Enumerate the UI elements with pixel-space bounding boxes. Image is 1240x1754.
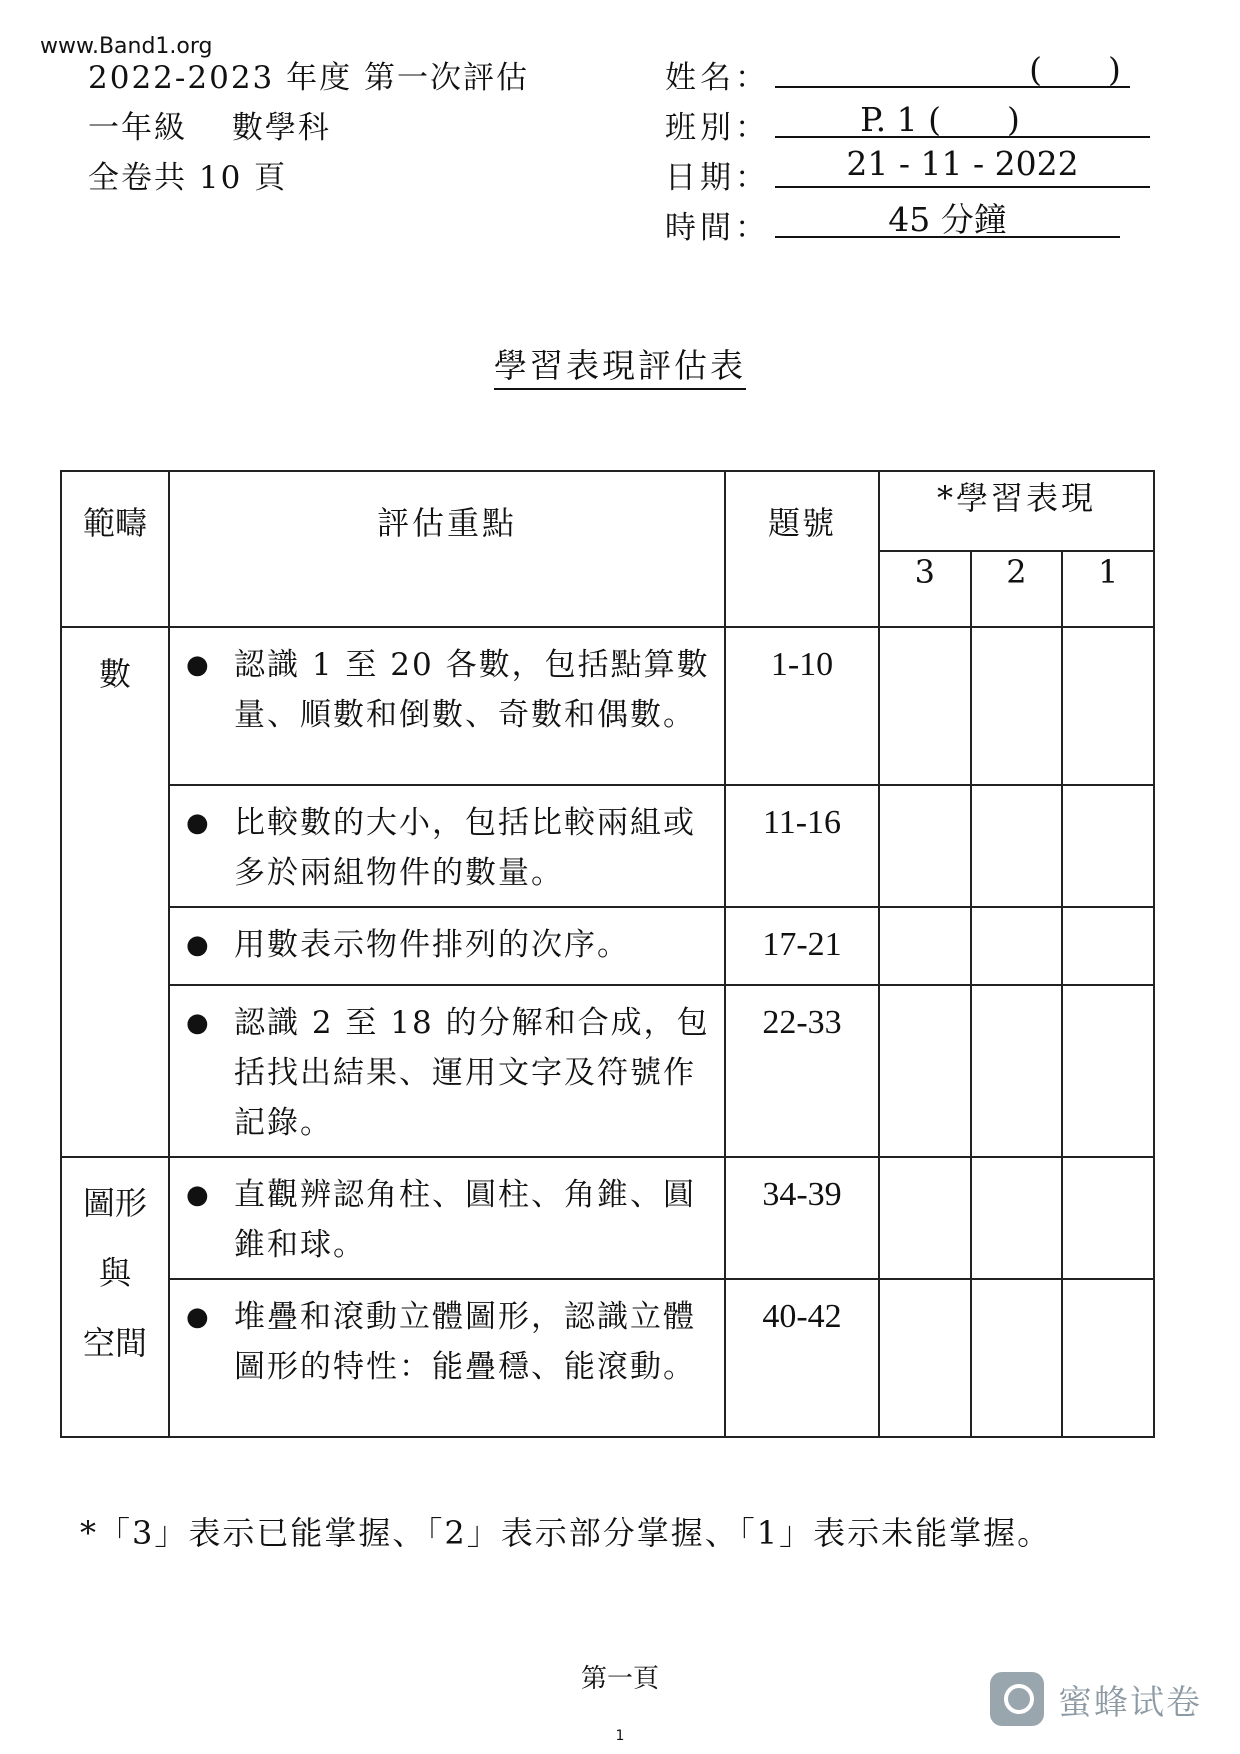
score-cell-3[interactable] — [879, 985, 971, 1157]
focus-text: 堆疊和滾動立體圖形，認識立體圖形的特性：能疊穩、能滾動。 — [234, 1299, 696, 1385]
page-count: 全卷共 10 頁 — [88, 160, 288, 196]
site-watermark: www.Band1.org — [40, 34, 213, 59]
assessment-table — [60, 470, 1155, 1438]
focus-cell — [169, 907, 725, 985]
time-label: 時間： — [665, 210, 770, 246]
brand-logo-icon — [990, 1672, 1044, 1726]
header-focus: 評估重點 — [169, 471, 725, 627]
question-range: 17-21 — [725, 907, 879, 985]
exam-year-title: 2022-2023 年度 第一次評估 — [88, 60, 529, 96]
focus-text: 比較數的大小，包括比較兩組或多於兩組物件的數量。 — [234, 805, 696, 891]
question-range: 1-10 — [725, 627, 879, 785]
header-category: 範疇 — [61, 471, 169, 627]
score-cell-3[interactable] — [879, 785, 971, 907]
score-cell-3[interactable] — [879, 1279, 971, 1437]
focus-text: 認識 1 至 20 各數，包括點算數量、順數和倒數、奇數和偶數。 — [234, 647, 710, 733]
score-cell-2[interactable] — [971, 1157, 1063, 1279]
focus-cell — [169, 985, 725, 1157]
score-cell-1[interactable] — [1062, 627, 1154, 785]
page-title: 學習表現評估表 — [0, 340, 1240, 387]
focus-cell — [169, 785, 725, 907]
page-number: 1 — [615, 1728, 625, 1744]
score-cell-1[interactable] — [1062, 1279, 1154, 1437]
score-cell-1[interactable] — [1062, 985, 1154, 1157]
score-cell-2[interactable] — [971, 985, 1063, 1157]
table-row — [61, 985, 1154, 1157]
focus-text: 直觀辨認角柱、圓柱、角錐、圓錐和球。 — [234, 1177, 696, 1263]
table-row — [61, 907, 1154, 985]
bullet-icon: ● — [186, 1008, 211, 1038]
score-cell-1[interactable] — [1062, 907, 1154, 985]
brand-text: 蜜蜂试卷 — [1058, 1682, 1202, 1723]
header-question-no: 題號 — [725, 471, 879, 627]
question-range: 22-33 — [725, 985, 879, 1157]
header-performance: *學習表現 — [879, 471, 1154, 551]
question-range: 40-42 — [725, 1279, 879, 1437]
bullet-icon: ● — [186, 1180, 211, 1210]
class-value: P. 1 ( ) — [860, 100, 1020, 139]
date-label: 日期： — [665, 160, 770, 196]
focus-text: 認識 2 至 18 的分解和合成，包括找出結果、運用文字及符號作記錄。 — [234, 1005, 710, 1141]
score-cell-2[interactable] — [971, 907, 1063, 985]
category-number: 數 — [61, 627, 169, 1157]
score-cell-2[interactable] — [971, 627, 1063, 785]
bullet-icon: ● — [186, 650, 211, 680]
grade-subject: 一年級 數學科 — [88, 110, 331, 146]
table-row — [61, 1279, 1154, 1437]
page-label: 第一頁 — [580, 1664, 659, 1694]
score-cell-3[interactable] — [879, 627, 971, 785]
bullet-icon: ● — [186, 808, 211, 838]
date-value: 21 - 11 - 2022 — [846, 144, 1079, 183]
question-range: 34-39 — [725, 1157, 879, 1279]
bullet-icon: ● — [186, 930, 211, 960]
question-range: 11-16 — [725, 785, 879, 907]
table-row — [61, 785, 1154, 907]
date-line — [775, 186, 1150, 188]
time-value: 45 分鐘 — [888, 200, 1007, 239]
category-shape-space: 圖形 與 空間 — [61, 1157, 169, 1437]
bullet-icon: ● — [186, 1302, 211, 1332]
focus-cell — [169, 1279, 725, 1437]
focus-cell — [169, 1157, 725, 1279]
score-cell-3[interactable] — [879, 907, 971, 985]
table-row — [61, 1157, 1154, 1279]
header-score-1: 1 — [1062, 551, 1154, 627]
class-label: 班別： — [665, 110, 770, 146]
score-cell-2[interactable] — [971, 785, 1063, 907]
score-cell-2[interactable] — [971, 1279, 1063, 1437]
focus-text: 用數表示物件排列的次序。 — [234, 927, 630, 963]
score-cell-3[interactable] — [879, 1157, 971, 1279]
score-cell-1[interactable] — [1062, 785, 1154, 907]
name-number-field: ( ) — [1029, 50, 1121, 89]
header-score-2: 2 — [971, 551, 1063, 627]
brand-watermark — [990, 1672, 1202, 1726]
table-row — [61, 627, 1154, 785]
score-cell-1[interactable] — [1062, 1157, 1154, 1279]
legend-note: *「3」表示已能掌握、「2」表示部分掌握、「1」表示未能掌握。 — [80, 1514, 1052, 1552]
focus-cell — [169, 627, 725, 785]
header-score-3: 3 — [879, 551, 971, 627]
name-label: 姓名： — [665, 60, 770, 96]
